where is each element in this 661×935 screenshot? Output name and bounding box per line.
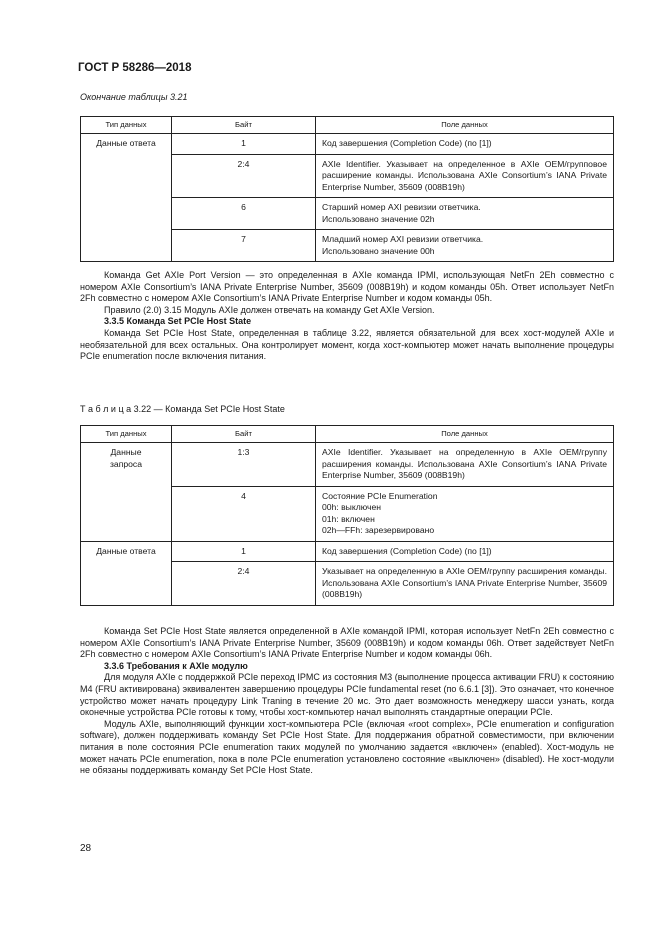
byte-cell: 1 <box>172 541 316 562</box>
field-cell: Код завершения (Completion Code) (по [1]) <box>316 541 614 562</box>
text-block-2 <box>80 626 614 777</box>
table-header-row <box>81 426 614 443</box>
paragraph: Правило (2.0) 3.15 Модуль AXIe должен отвечать на команду Get AXIe Version. <box>104 304 435 315</box>
column-header: Тип данных <box>81 117 172 134</box>
data-type-label: Данные запроса <box>109 447 142 469</box>
page-number: 28 <box>80 843 92 854</box>
column-header: Поле данных <box>316 426 614 443</box>
field-cell: Указывает на определенную в AXIe OEM/группу расширения команды. Использована AXIe Consortium’s IANA Private Enterprise Number, 35609 (008B19h) <box>316 562 614 606</box>
data-type-cell <box>81 443 172 542</box>
table-3-22 <box>80 425 614 606</box>
table-3-21 <box>80 116 614 262</box>
field-cell: Старший номер AXI ревизии ответчика. Использовано значение 02h <box>316 198 614 230</box>
byte-cell: 2:4 <box>172 562 316 606</box>
section-heading: 3.3.5 Команда Set PCIe Host State <box>104 316 252 327</box>
column-header: Поле данных <box>316 117 614 134</box>
table2-caption: Т а б л и ц а 3.22 — Команда Set PCIe Host State <box>80 404 285 414</box>
table1-caption: Окончание таблицы 3.21 <box>80 92 188 102</box>
text-block-1 <box>80 270 614 363</box>
paragraph: Модуль AXIe, выполняющий функции хост-компьютера PCIe (включая «root complex», PCIe enumeration и configuration software), должен поддерживать команду Set PCIe Host State. Для поддержания обратной совместимости, при включении питания в поле состояния PCIe enumeration таких модулей по умолчанию задается «включен» (enabled). Хост-модуль не может начать PCIe enumeration, пока в поле PCIe enumeration установлено состояние «выключен» (disabled). Не хост-модули не обязаны поддерживать команду Set PCIe Host State. <box>80 718 614 776</box>
paragraph: Для модуля AXIe с поддержкой PCIe переход IPMC из состояния M3 (выполнение процесса активации FRU) к состоянию M4 (FRU активирована) эквивалентен завершению процедуры PCIe fundamental reset (по 6.6.1 [3]). Это означает, что конечное устройство может начать процедуру Link Traning в течение 20 мс. Это дает возможность менеджеру шасси узнать, когда оконечные устройства PCIe готовы к тому, чтобы хост-компьютер начал выполнять стандартные операции PCIe. <box>80 672 614 718</box>
table-header-row <box>81 117 614 134</box>
field-cell: Состояние PCIe Enumeration 00h: выключен 01h: включен 02h—FFh: зарезервировано <box>316 486 614 541</box>
table-row <box>81 443 614 487</box>
column-header: Байт <box>172 117 316 134</box>
byte-cell: 1:3 <box>172 443 316 487</box>
table-row <box>81 134 614 155</box>
byte-cell: 1 <box>172 134 316 155</box>
table-row <box>81 541 614 562</box>
field-cell: Младший номер AXI ревизии ответчика. Использовано значение 00h <box>316 230 614 262</box>
document-header: ГОСТ Р 58286—2018 <box>78 62 192 74</box>
field-cell: AXIe Identifier. Указывает на определенную в AXIe OEM/группу расширения команды. Использована AXIe Consortium’s IANA Private Enterprise Number, 35609 (008B19h) <box>316 443 614 487</box>
field-cell: AXIe Identifier. Указывает на определенное в AXIe OEM/групповое расширение команды. Использована AXIe Consortium’s IANA Private Enterprise Number, 35609 (008B19h) <box>316 154 614 198</box>
byte-cell: 4 <box>172 486 316 541</box>
section-heading: 3.3.6 Требования к AXIe модулю <box>104 660 248 671</box>
paragraph: Команда Set PCIe Host State является определенной в AXIe командой IPMI, которая использует NetFn 2Eh совместно с номером AXIe Consortium’s IANA Private Enterprise Number, 35609 (008B19h) и кодом команды 06h. Ответ задействует NetFn 2Fh совместно с номером AXIe Consortium’s IANA Private Enterprise Number и кодом команды 06h. <box>80 626 614 660</box>
field-cell: Код завершения (Completion Code) (по [1]) <box>316 134 614 155</box>
byte-cell: 2:4 <box>172 154 316 198</box>
paragraph: Команда Get AXIe Port Version — это определенная в AXIe команда IPMI, использующая NetFn 2Eh совместно с номером AXIe Consortium’s IANA Private Enterprise Number, 35609 (008B19h) и кодом команды 05h. Ответ использует NetFn 2Fh совместно с номером AXIe Consortium’s IANA Private Enterprise Number и кодом команды 05h. <box>80 270 614 304</box>
data-type-cell: Данные ответа <box>81 134 172 262</box>
column-header: Тип данных <box>81 426 172 443</box>
byte-cell: 6 <box>172 198 316 230</box>
column-header: Байт <box>172 426 316 443</box>
byte-cell: 7 <box>172 230 316 262</box>
paragraph: Команда Set PCIe Host State, определенная в таблице 3.22, является обязательной для всех хост-модулей AXIe и необязательной для всех остальных. Она контролирует момент, когда хост-компьютер может начать выполнение процедуры PCIe enumeration после включения питания. <box>80 327 614 362</box>
data-type-cell: Данные ответа <box>81 541 172 605</box>
